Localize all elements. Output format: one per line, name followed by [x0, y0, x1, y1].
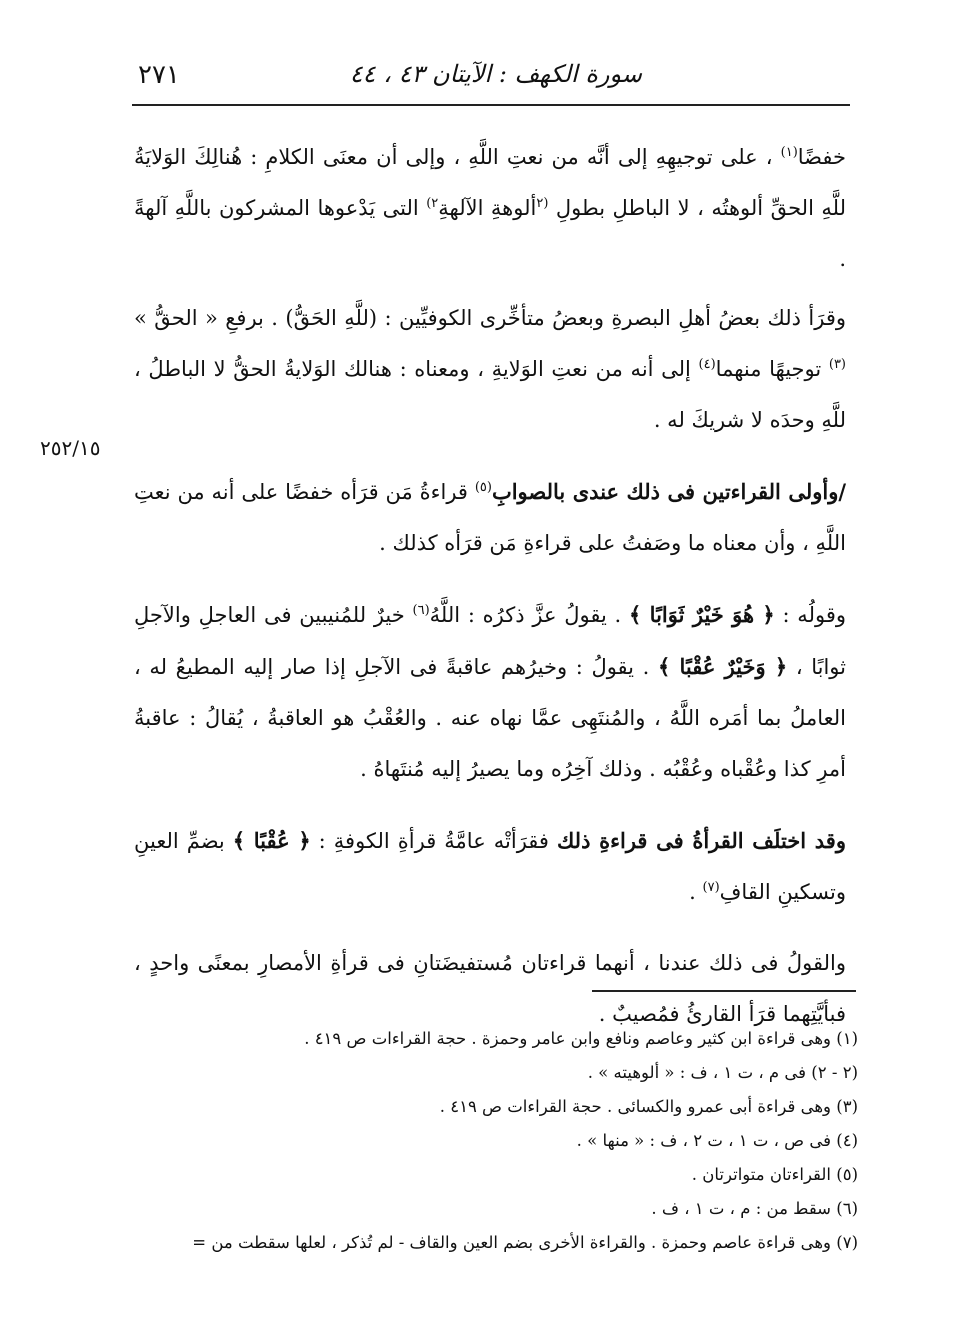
margin-reference: ٢٥٢/١٥ — [40, 436, 101, 460]
footnote-ref-1: (١) — [780, 145, 798, 160]
quran-quote: ﴿ هُوَ خَيْرٌ ثَوَابًا ﴾ — [628, 602, 775, 627]
running-header — [132, 58, 850, 102]
footnote-5: (٥) القراءتان متواترتان . — [691, 1165, 858, 1184]
footnote-ref-6: (٦) — [412, 603, 430, 618]
paragraph-1 — [134, 132, 846, 285]
header-title: سورة الكهف : الآيتان ٤٣ ، ٤٤ — [349, 60, 642, 88]
text-run: بضمِّ العينِ وتسكينِ القافِ — [134, 829, 846, 904]
footnote-ref-7: (٧) — [702, 880, 720, 895]
footnote-separator — [592, 990, 856, 992]
footnote-7: (٧) وهى قراءة عاصم وحمزة . والقراءة الأخرى بضم العين والقاف - لم تُذكر ، لعلها سقطت من = — [192, 1233, 858, 1252]
page-number: ٢٧١ — [138, 60, 180, 90]
text-run: وقولُه : — [774, 603, 846, 627]
footnote-3: (٣) وهى قراءة أبى عمرو والكسائى . حجة القراءات ص ٤١٩ . — [439, 1097, 858, 1116]
bold-heading-run: /وأولى القراءتين فى ذلك عندى بالصوابِ — [491, 479, 847, 504]
paragraph-4 — [134, 589, 846, 795]
main-text — [134, 132, 846, 1060]
text-run: قراءةُ مَن قرَأه خفضًا على أنه من نعتِ اللَّهِ ، وأن معناه ما وصَفتُ على قراءةِ مَن قرَأه كذلك . — [134, 480, 846, 555]
footnote-ref-5: (٥) — [474, 480, 492, 495]
paragraph-5 — [134, 815, 846, 918]
text-run: خيرٌ للمُنيبين فى العاجلِ والآجلِ ثوابًا ، — [134, 603, 847, 679]
paragraph-3 — [134, 466, 846, 569]
bold-heading-run: وقد اختلَف القرأةُ فى قراءةِ ذلك — [556, 828, 846, 853]
footnote-ref-3: (٣) — [828, 357, 846, 372]
footnotes — [134, 1022, 858, 1260]
text-run: توجيهًا منهما — [715, 357, 829, 381]
text-run: ، على توجيهِهِ إلى أنَّه من نعتِ اللَّهِ ، وإلى أن معنَى الكلامِ : هُنالِكَ الوَلايَةُ للَّهِ الحقِّ ألوهتُه ، لا الباطلِ بطولِ — [134, 145, 846, 220]
text-run: ألوهةِ الآلهةِ — [438, 196, 537, 220]
text-run: والقولُ فى ذلك عندنا ، أنهما قراءتان مُستفيضَتانِ فى قرأةِ الأمصارِ بمعنًى واحدٍ ، فبأيَّتِهما قرَأ القارئُ فمُصيبٌ . — [134, 951, 846, 1026]
footnote-1: (١) وهى قراءة ابن كثير وعاصم ونافع وابن عامر وحمزة . حجة القراءات ص ٤١٩ . — [304, 1029, 858, 1048]
text-run: خفضًا — [797, 145, 846, 169]
header-rule — [132, 104, 850, 106]
text-run: . يقولُ : وخيرُهم عاقبةً فى الآجلِ إذا صار إليه المطيعُ له ، العاملُ بما أمَره اللَّهُ ، والمُنتَهِى عمَّا نهاه عنه . والعُقْبُ هو العاقبةُ ، يُقالُ : عاقبةُ أمرِ كذا وعُقْباه وعُقْبُه . وذلك آخِرُه وما يصيرُ إليه مُنتَهاهُ . — [134, 655, 846, 781]
quran-quote: ﴿ وَخَيْرٌ عُقْبًا ﴾ — [657, 654, 788, 679]
footnote-ref-2-end: ٢) — [426, 196, 439, 211]
footnote-ref-4: (٤) — [698, 357, 716, 372]
footnote-4: (٤) فى ص ، ت ١ ، ت ٢ ، ف : « منها » . — [576, 1131, 858, 1150]
footnote-ref-2-start: (٢ — [536, 196, 549, 211]
text-run: فقرَأتْه عامَّةُ قرأةِ الكوفةِ : — [310, 829, 557, 853]
paragraph-2 — [134, 293, 846, 446]
quran-quote: ﴿ عُقْبًا ﴾ — [232, 828, 311, 853]
text-run: . — [689, 880, 703, 904]
text-run: التى يَدْعوها المشركون باللَّهِ آلهةً . — [134, 196, 846, 271]
text-run: إلى أنه من نعتِ الوَلايةِ ، ومعناه : هنالك الوَلايةُ الحقُّ لا الباطلُ ، للَّهِ وحدَه لا شريكَ له . — [134, 357, 846, 432]
text-run: . يقولُ عزَّ ذكرُه : اللَّهُ — [429, 603, 629, 627]
footnote-2: (٢ - ٢) فى م ، ت ١ ، ف : « ألوهيته » . — [587, 1063, 858, 1082]
text-run: وقرَأ ذلك بعضُ أهلِ البصرةِ وبعضُ متأخِّرى الكوفيِّين : (للَّهِ الحَقُّ) . برفعِ « الحقُّ » — [134, 306, 846, 330]
footnote-6: (٦) سقط من : م ، ت ١ ، ف . — [651, 1199, 858, 1218]
